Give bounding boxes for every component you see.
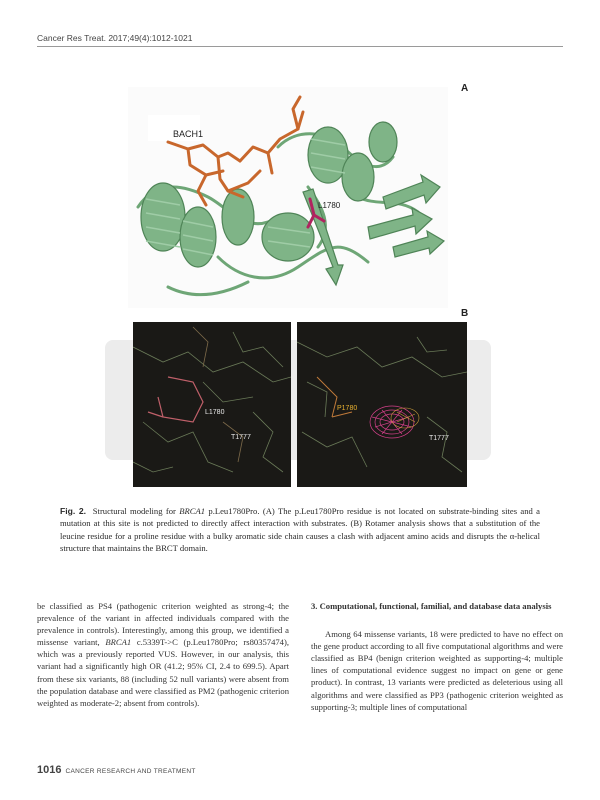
figure-panel-b-left <box>133 322 291 487</box>
caption-text-start: Structural modeling for <box>92 506 180 516</box>
panel-b-label: B <box>461 308 469 319</box>
journal-name: CANCER RESEARCH AND TREATMENT <box>65 768 196 775</box>
figure-panel-b-right <box>297 322 467 487</box>
panel-a-label: A <box>461 83 469 94</box>
l1780-label: L1780 <box>318 201 341 210</box>
page-number: 1016 <box>37 764 62 776</box>
running-header: Cancer Res Treat. 2017;49(4):1012-1021 <box>37 33 193 43</box>
body-right-column <box>311 600 563 713</box>
rotamer-leucine-illustration <box>133 322 291 487</box>
b-right-p1780-label: P1780 <box>337 405 358 412</box>
figure-caption <box>60 505 540 555</box>
b-left-l1780-label: L1780 <box>205 409 225 416</box>
body-left-column <box>37 600 289 709</box>
caption-text-rest: p.Leu1780Pro. (A) The p.Leu1780Pro residue is not located on substrate-binding sites and a mutation at this site is not predicted to directly affect interaction with substrates. (B) Rotamer analysis shows that a substitution of the leucine residue for a proline residue with a bulky aromatic side chain causes a clash with adjacent amino acids and disrupts the α-helical structure that maintains the BRCT domain. <box>60 506 540 554</box>
left-paragraph <box>37 600 289 709</box>
left-text-a: be classified as PS4 (pathogenic criterion weighted as strong-4; the prevalence of the variant in affected individuals compared with the prevalence in controls). Interestingly, among this group, we identified a missense variant, <box>37 601 289 648</box>
page-footer <box>37 760 196 778</box>
caption-gene: BRCA1 <box>179 506 206 516</box>
left-text-b: c.5339T->C (p.Leu1780Pro; rs80357474), which was a previously reported VUS. However, in our analysis, this variant had a significantly high OR (41.2; 95% CI, 2.4 to 699.5). Apart from these six variants, 88 (including 52 null variants) were absent from the population database and were classified as PM2 (pathogenic criterion weighted as moderate-2; absent from controls). <box>37 637 289 708</box>
header-rule <box>37 46 563 47</box>
rotamer-proline-illustration <box>297 322 467 487</box>
section-heading: 3. Computational, functional, familial, and database data analysis <box>311 601 552 611</box>
figure-number: Fig. 2. <box>60 506 87 516</box>
right-paragraph: Among 64 missense variants, 18 were predicted to have no effect on the gene product according to all five computational algorithms and were classified as BP4 (benign criterion weighted as supporting-4; multiple lines of computational evidence suggest no impact on gene or gene product). In contrast, 13 variants were predicted as deleterious using all algorithms and were classified as PP3 (pathogenic criterion weighted as supporting-3; multiple lines of computational <box>311 629 563 712</box>
b-left-t1777-label: T1777 <box>231 434 251 441</box>
protein-structure-illustration <box>128 87 448 308</box>
left-gene: BRCA1 <box>105 637 132 648</box>
b-right-t1777-label: T1777 <box>429 435 449 442</box>
figure-panel-a <box>128 87 448 308</box>
bach1-label: BACH1 <box>173 129 204 139</box>
